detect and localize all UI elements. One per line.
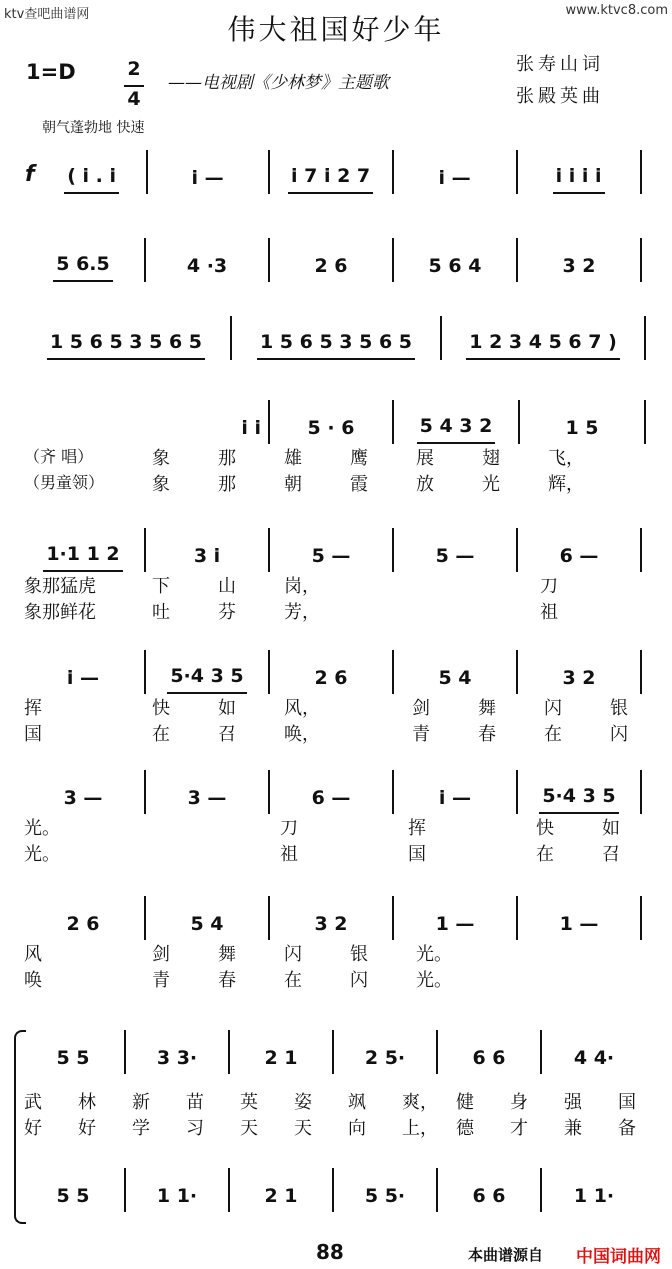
notes: 5 4	[190, 913, 224, 935]
notes: 1 1·	[156, 1185, 198, 1207]
measure	[148, 150, 270, 194]
lyric-line-1	[22, 814, 646, 840]
time-signature-top: 2	[127, 58, 141, 80]
measure	[394, 400, 520, 444]
lyric: 唤，	[284, 724, 320, 745]
measure	[22, 400, 270, 444]
measure	[518, 650, 642, 694]
lyric: 如	[602, 818, 620, 839]
lyric: 霞	[350, 474, 368, 495]
lyric: 飒	[348, 1092, 366, 1113]
lyric: 健	[456, 1092, 474, 1113]
measure	[126, 1168, 230, 1212]
notes: 5 5	[56, 1047, 90, 1069]
lyric-line-1	[22, 940, 646, 966]
lyric: 好	[78, 1118, 96, 1139]
lyric: 召	[602, 844, 620, 865]
measure	[542, 1030, 646, 1074]
measure	[442, 316, 646, 360]
notes: 4 4·	[573, 1047, 615, 1069]
notes: 3 3·	[156, 1047, 198, 1069]
measure	[22, 650, 146, 694]
lyric: 在	[284, 970, 302, 991]
lyric: 武	[24, 1092, 42, 1113]
notes: 2 6	[314, 667, 348, 689]
lyric: 天	[294, 1118, 312, 1139]
notes: 6 6	[472, 1185, 506, 1207]
lyric: 舞	[218, 944, 236, 965]
measure	[394, 238, 518, 282]
lyric-line-chorus	[22, 444, 646, 470]
measure	[22, 1030, 126, 1074]
measure	[146, 896, 270, 940]
notes: 1 1·	[573, 1185, 615, 1207]
notes: 5 4	[438, 667, 472, 689]
lyric-line-2	[22, 966, 646, 992]
notes: i —	[438, 167, 471, 189]
notes: 6 —	[559, 545, 599, 567]
notes: 2 5·	[364, 1047, 406, 1069]
time-signature-bottom: 4	[127, 88, 141, 110]
lyric: 那	[218, 448, 236, 469]
measure	[394, 896, 518, 940]
lyric: 姿	[294, 1092, 312, 1113]
measure	[146, 650, 270, 694]
lyric: 好	[24, 1118, 42, 1139]
lyric: 光。	[416, 944, 452, 965]
score-row-4	[22, 400, 646, 496]
notes: i —	[66, 667, 100, 689]
lyric: 上，	[402, 1118, 438, 1139]
score-row-2	[22, 238, 646, 282]
notes: 1 5 6 5 3 5 6 5	[257, 333, 415, 360]
score-row-5	[22, 528, 646, 624]
measure	[542, 1168, 646, 1212]
notes: 5 —	[435, 545, 475, 567]
lyric-line-2	[22, 720, 646, 746]
lyric: 祖	[280, 844, 298, 865]
measure	[22, 238, 146, 282]
lyric: 刀	[280, 818, 298, 839]
lyric: 快	[536, 818, 554, 839]
tempo-marking: 朝气蓬勃地 快速	[42, 120, 145, 136]
measure	[230, 1030, 334, 1074]
lyric: 国	[24, 724, 42, 745]
time-signature-divider	[124, 85, 144, 87]
lyric: 习	[186, 1118, 204, 1139]
measure	[518, 150, 642, 194]
measure	[334, 1030, 438, 1074]
lyric-line-boys	[22, 470, 646, 496]
part-label: （齐 唱）	[24, 447, 94, 466]
dynamic-marking: f	[25, 162, 35, 187]
lyric: 闪	[544, 698, 562, 719]
lyric: 青	[152, 970, 170, 991]
lyric: 剑	[412, 698, 430, 719]
measure	[270, 150, 394, 194]
page-number: 88	[316, 1240, 344, 1264]
measure	[146, 528, 270, 572]
measure	[270, 650, 394, 694]
notes: i —	[438, 787, 472, 809]
notes: 5 · 6	[307, 417, 355, 439]
lyric: 爽，	[402, 1092, 438, 1113]
notes: 1 5	[565, 417, 599, 439]
measure	[232, 316, 442, 360]
notes: i —	[191, 167, 224, 189]
lyric: 强	[564, 1092, 582, 1113]
lyric: 舞	[478, 698, 496, 719]
lyric: 闪	[284, 944, 302, 965]
source-brand: 中国词曲网	[576, 1247, 661, 1267]
notes: 5 4 3 2	[417, 417, 496, 444]
notes: 6 —	[311, 787, 351, 809]
measure	[270, 770, 394, 814]
lyric: 银	[350, 944, 368, 965]
notes: ( i . i	[64, 167, 119, 194]
notes: 2 1	[264, 1185, 298, 1207]
lyric: 那	[218, 474, 236, 495]
lyric-line-2	[22, 840, 646, 866]
lyric: 兼	[564, 1118, 582, 1139]
measure	[126, 1030, 230, 1074]
notes: 2 1	[264, 1047, 298, 1069]
lyric: 鹰	[350, 448, 368, 469]
measure	[22, 1168, 126, 1212]
notes: 3 —	[63, 787, 103, 809]
source-label: 本曲谱源自	[468, 1246, 544, 1264]
measure	[270, 400, 394, 444]
lyric: 闪	[610, 724, 628, 745]
lyric: 闪	[350, 970, 368, 991]
measure	[146, 238, 270, 282]
measure	[270, 528, 394, 572]
lyric-line-1	[22, 572, 646, 598]
lyric: 英	[240, 1092, 258, 1113]
lyric: 才	[510, 1118, 528, 1139]
lyric: 象	[152, 448, 170, 469]
lyric: 天	[240, 1118, 258, 1139]
lyric-line-2	[22, 1114, 646, 1140]
lyric	[348, 598, 538, 624]
lyric: 唤	[24, 970, 42, 991]
lyric: 青	[412, 724, 430, 745]
measure	[22, 896, 146, 940]
lyric: 芳，	[284, 602, 320, 623]
lyric-line-1	[22, 694, 646, 720]
site-watermark-left: ktv查吧曲谱网	[4, 7, 90, 22]
notes: 6 6	[472, 1047, 506, 1069]
lyric	[150, 840, 278, 866]
lyric: 辉，	[548, 474, 584, 495]
lyric: 在	[544, 724, 562, 745]
measure	[520, 400, 646, 444]
lyric: 雄	[284, 448, 302, 469]
notes: i 7 i 2 7	[288, 167, 373, 194]
notes: 5 6 4	[428, 255, 482, 277]
notes: 3 —	[187, 787, 227, 809]
measure	[394, 150, 518, 194]
lyric: 象	[152, 474, 170, 495]
measure	[438, 1030, 542, 1074]
measure	[518, 896, 642, 940]
measure	[394, 528, 518, 572]
notes: 5·4 3 5	[167, 667, 246, 694]
lyric: 光。	[24, 818, 60, 839]
lyric: 剑	[152, 944, 170, 965]
notes: 5 6.5	[53, 255, 113, 282]
lyric: 林	[78, 1092, 96, 1113]
lyric: 放	[416, 474, 434, 495]
measure	[22, 316, 232, 360]
lyric-line-1	[22, 1088, 646, 1114]
lyric: 光	[482, 474, 500, 495]
lyric: 在	[152, 724, 170, 745]
lyric: 备	[618, 1118, 636, 1139]
notes: 5 5·	[364, 1185, 406, 1207]
measure	[518, 770, 642, 814]
notes: 2 6	[66, 913, 100, 935]
score-row-8	[22, 896, 646, 992]
key-signature: 1=D	[26, 60, 76, 84]
measure	[334, 1168, 438, 1212]
lyric: 春	[218, 970, 236, 991]
lyric: 风	[24, 944, 42, 965]
score-row-6	[22, 650, 646, 746]
lyric: 祖	[540, 602, 558, 623]
score-row-7	[22, 770, 646, 866]
lyric-line-2	[22, 598, 646, 624]
notes: 3 2	[562, 667, 596, 689]
lyricist-credit: 张寿山词	[516, 54, 604, 75]
lyric: 吐	[152, 602, 170, 623]
lyric: 新	[132, 1092, 150, 1113]
notes: 1 2 3 4 5 6 7 )	[466, 333, 620, 360]
notes: 5 5	[56, 1185, 90, 1207]
lyric: 向	[348, 1118, 366, 1139]
lyric	[348, 572, 538, 598]
notes: 3 2	[562, 255, 596, 277]
notes: 4 ·3	[186, 255, 228, 277]
part-label: （男童领）	[24, 473, 105, 492]
lyric: 芬	[218, 602, 236, 623]
lyric	[150, 814, 278, 840]
lyric: 身	[510, 1092, 528, 1113]
notes: 1 —	[435, 913, 475, 935]
song-title: 伟大祖国好少年	[227, 13, 445, 46]
notes: i i i i	[553, 167, 605, 194]
lyric: 德	[456, 1118, 474, 1139]
lyric: 飞，	[548, 448, 584, 469]
notes: 5·4 3 5	[539, 787, 618, 814]
lyric: 挥	[24, 698, 42, 719]
lyric: 国	[618, 1092, 636, 1113]
measure	[394, 650, 518, 694]
measure	[438, 1168, 542, 1212]
lyric: 展	[416, 448, 434, 469]
lyric: 如	[218, 698, 236, 719]
subtitle: ——电视剧《少林梦》主题歌	[168, 73, 389, 93]
lyric: 岗，	[284, 576, 320, 597]
lyric: 下	[152, 576, 170, 597]
notes: 5 —	[311, 545, 351, 567]
lyric: 春	[478, 724, 496, 745]
score-row-9	[22, 1030, 646, 1140]
lyric: 刀	[540, 576, 558, 597]
lyric: 翅	[482, 448, 500, 469]
lyric: 象那鲜花	[24, 602, 96, 623]
lyric: 学	[132, 1118, 150, 1139]
lyric: 在	[536, 844, 554, 865]
measure	[270, 238, 394, 282]
lyric: 风，	[284, 698, 320, 719]
lyric: 光。	[416, 970, 452, 991]
measure	[22, 770, 146, 814]
lyric: 挥	[408, 818, 426, 839]
lyric: 国	[408, 844, 426, 865]
lyric: 光。	[24, 844, 60, 865]
notes: i i	[241, 417, 261, 439]
measure	[518, 528, 642, 572]
measure	[518, 238, 642, 282]
notes: 1·1 1 2	[43, 545, 122, 572]
lyric: 朝	[284, 474, 302, 495]
composer-credit: 张殿英曲	[516, 86, 604, 107]
measure	[230, 1168, 334, 1212]
lyric: 山	[218, 576, 236, 597]
measure	[146, 770, 270, 814]
notes: 3 2	[314, 913, 348, 935]
lyric: 苗	[186, 1092, 204, 1113]
score-row-10	[22, 1168, 646, 1212]
notes: 3 i	[193, 545, 221, 567]
lyric: 召	[218, 724, 236, 745]
lyric: 快	[152, 698, 170, 719]
lyric: 象那猛虎	[24, 576, 96, 597]
measure	[270, 896, 394, 940]
measure	[22, 528, 146, 572]
score-row-1	[22, 150, 646, 194]
score-row-3	[22, 316, 646, 360]
notes: 1 5 6 5 3 5 6 5	[47, 333, 205, 360]
measure	[394, 770, 518, 814]
lyric: 银	[610, 698, 628, 719]
notes: 1 —	[559, 913, 599, 935]
measure	[38, 150, 148, 194]
site-watermark-right: www.ktvc8.com	[565, 3, 668, 18]
notes: 2 6	[314, 255, 348, 277]
